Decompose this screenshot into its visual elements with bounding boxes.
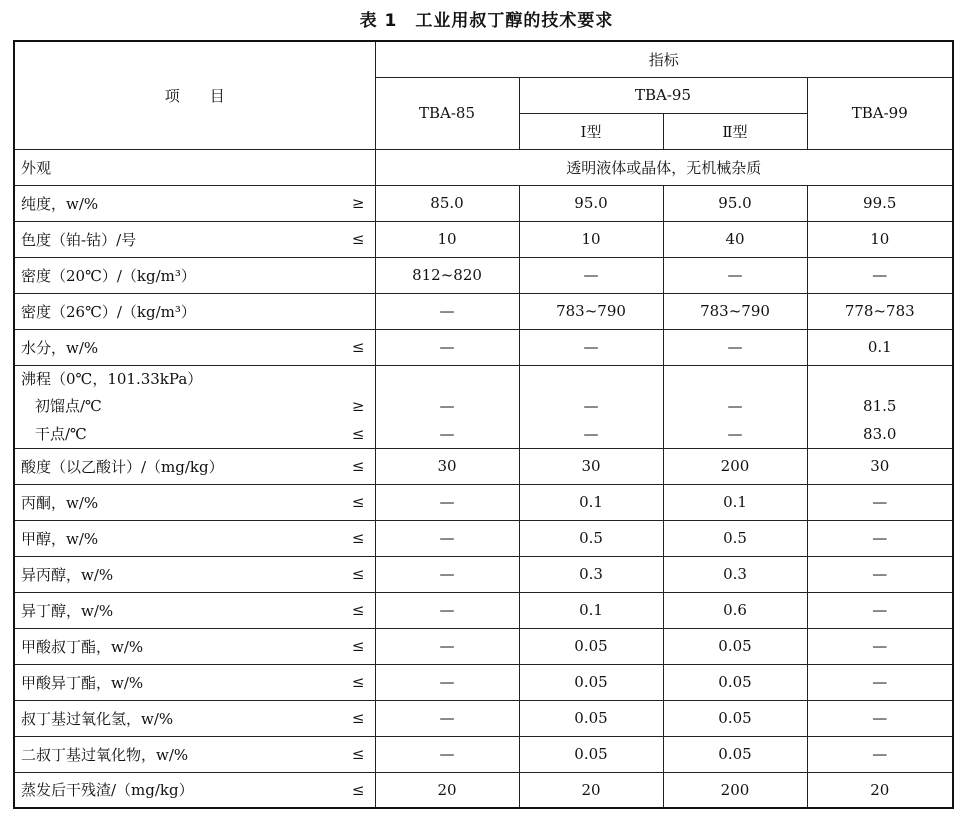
row-label-cell [14, 329, 375, 365]
value-cell: — [807, 484, 953, 520]
value-cell: 0.3 [519, 556, 663, 592]
value-cell: 20 [519, 772, 663, 808]
value-cell: 0.05 [519, 736, 663, 772]
row-label-cell [14, 448, 375, 484]
value-cell: 0.05 [519, 628, 663, 664]
row-label: 色度（铂-钴）/号 [21, 230, 137, 249]
table-row [14, 736, 953, 772]
value-cell: 10 [375, 221, 519, 257]
value-cell: 200 [663, 772, 807, 808]
value-cell: — [375, 592, 519, 628]
table-row [14, 592, 953, 628]
comparison-symbol: ≤ [351, 745, 365, 763]
row-label-cell [14, 772, 375, 808]
row-label-cell [14, 257, 375, 293]
distillation-sub-row [21, 392, 369, 420]
row-label: 酸度（以乙酸计）/（mg/kg） [21, 457, 224, 476]
appearance-value: 透明液体或晶体，无机械杂质 [375, 149, 953, 185]
comparison-symbol: ≤ [351, 457, 365, 475]
comparison-symbol: ≥ [351, 396, 365, 415]
value-cell: 0.1 [807, 329, 953, 365]
table-row [14, 664, 953, 700]
value: — [727, 424, 743, 443]
row-label: 干点/℃ [35, 425, 87, 443]
value-cell: — [375, 520, 519, 556]
value: — [439, 424, 455, 443]
row-label-cell [14, 700, 375, 736]
row-label-cell [14, 185, 375, 221]
header-type2: Ⅱ型 [663, 113, 807, 149]
value-cell: 85.0 [375, 185, 519, 221]
table-row [14, 448, 953, 484]
comparison-symbol: ≤ [351, 424, 365, 443]
value-cell: — [807, 700, 953, 736]
comparison-symbol: ≥ [351, 194, 365, 212]
row-label-cell [14, 592, 375, 628]
value-cell: — [519, 329, 663, 365]
row-label: 甲醇，w/% [21, 529, 99, 548]
value-cell: 0.6 [663, 592, 807, 628]
value: 81.5 [863, 396, 897, 415]
row-label: 密度（20℃）/（kg/m³） [21, 266, 196, 285]
header-indicator: 指标 [375, 41, 953, 77]
distillation-sub-row [21, 420, 369, 448]
value-cell: — [807, 592, 953, 628]
table-row [14, 484, 953, 520]
value-cell: — [375, 484, 519, 520]
value: — [727, 396, 743, 415]
value: — [583, 396, 599, 415]
row-label-cell [14, 293, 375, 329]
comparison-symbol: ≤ [351, 565, 365, 583]
distillation-label-cell [14, 365, 375, 448]
value-cell: 778~783 [807, 293, 953, 329]
value-cell: 0.05 [519, 700, 663, 736]
row-label: 外观 [14, 149, 375, 185]
value-cell: — [807, 628, 953, 664]
value-cell: — [375, 329, 519, 365]
value-cell: 0.05 [663, 700, 807, 736]
comparison-symbol: ≤ [351, 709, 365, 727]
row-label: 甲酸异丁酯，w/% [21, 673, 144, 692]
row-label: 异丁醇，w/% [21, 601, 114, 620]
value-cell: — [663, 329, 807, 365]
value-cell: — [375, 664, 519, 700]
row-label: 丙酮，w/% [21, 493, 99, 512]
row-label: 初馏点/℃ [35, 397, 102, 415]
spec-table [13, 40, 954, 809]
comparison-symbol: ≤ [351, 780, 365, 799]
row-label: 甲酸叔丁酯，w/% [21, 637, 144, 656]
value-cell: 0.5 [519, 520, 663, 556]
value-cell [519, 365, 663, 448]
row-label-cell [14, 484, 375, 520]
row-label-cell [14, 628, 375, 664]
row-label: 水分，w/% [21, 338, 99, 357]
table-row [14, 149, 953, 185]
comparison-symbol: ≤ [351, 673, 365, 691]
table-row-distillation [14, 365, 953, 448]
value-cell: — [807, 736, 953, 772]
value-cell: — [807, 556, 953, 592]
value-cell: 10 [807, 221, 953, 257]
value-cell: — [375, 293, 519, 329]
table-row [14, 520, 953, 556]
comparison-symbol: ≤ [351, 637, 365, 655]
row-label: 蒸发后干残渣/（mg/kg） [21, 781, 194, 800]
row-label-cell [14, 520, 375, 556]
row-label: 叔丁基过氧化氢，w/% [21, 709, 174, 728]
value-cell: 0.05 [663, 736, 807, 772]
table-row [14, 329, 953, 365]
value-cell: 783~790 [663, 293, 807, 329]
row-label-cell [14, 556, 375, 592]
value-cell: 0.1 [663, 484, 807, 520]
row-label: 纯度，w/% [21, 194, 99, 213]
value-cell: 10 [519, 221, 663, 257]
value-cell: 30 [375, 448, 519, 484]
table-row [14, 628, 953, 664]
value-cell: 812~820 [375, 257, 519, 293]
value-cell: — [519, 257, 663, 293]
value-cell: 95.0 [663, 185, 807, 221]
value-cell [663, 365, 807, 448]
table-row [14, 221, 953, 257]
row-label-cell [14, 221, 375, 257]
value: 83.0 [863, 424, 897, 443]
header-tba99: TBA-99 [807, 77, 953, 149]
header-tba85: TBA-85 [375, 77, 519, 149]
value: — [439, 396, 455, 415]
value-cell: 0.1 [519, 484, 663, 520]
value-cell [375, 365, 519, 448]
header-item: 项 目 [14, 41, 375, 149]
comparison-symbol: ≤ [351, 601, 365, 619]
table-row [14, 257, 953, 293]
value-cell: 99.5 [807, 185, 953, 221]
value-cell: 200 [663, 448, 807, 484]
value-cell: 0.3 [663, 556, 807, 592]
value-cell: 0.05 [519, 664, 663, 700]
value-cell: — [375, 700, 519, 736]
value-cell: 40 [663, 221, 807, 257]
header-type1: Ⅰ型 [519, 113, 663, 149]
value-cell: 20 [807, 772, 953, 808]
value-cell: 30 [519, 448, 663, 484]
row-label-cell [14, 664, 375, 700]
row-label: 二叔丁基过氧化物，w/% [21, 745, 189, 764]
table-row [14, 293, 953, 329]
header-tba95: TBA-95 [519, 77, 807, 113]
value: — [583, 424, 599, 443]
value-cell: — [807, 664, 953, 700]
value-cell: 95.0 [519, 185, 663, 221]
value-cell: 20 [375, 772, 519, 808]
value-cell: — [375, 628, 519, 664]
table-row [14, 700, 953, 736]
table-row [14, 556, 953, 592]
comparison-symbol: ≤ [351, 493, 365, 511]
table-row [14, 772, 953, 808]
distillation-label: 沸程（0℃，101.33kPa） [21, 370, 203, 388]
value-cell: — [375, 556, 519, 592]
table-row [14, 185, 953, 221]
table-title: 表 1 工业用叔丁醇的技术要求 [359, 11, 614, 31]
value-cell: — [375, 736, 519, 772]
row-label-cell [14, 736, 375, 772]
value-cell: 30 [807, 448, 953, 484]
value-cell [807, 365, 953, 448]
value-cell: — [663, 257, 807, 293]
comparison-symbol: ≤ [351, 230, 365, 248]
value-cell: 0.5 [663, 520, 807, 556]
row-label: 密度（26℃）/（kg/m³） [21, 302, 196, 321]
value-cell: 783~790 [519, 293, 663, 329]
value-cell: 0.1 [519, 592, 663, 628]
comparison-symbol: ≤ [351, 338, 365, 356]
value-cell: — [807, 520, 953, 556]
value-cell: 0.05 [663, 628, 807, 664]
value-cell: 0.05 [663, 664, 807, 700]
row-label: 异丙醇，w/% [21, 565, 114, 584]
value-cell: — [807, 257, 953, 293]
comparison-symbol: ≤ [351, 529, 365, 547]
